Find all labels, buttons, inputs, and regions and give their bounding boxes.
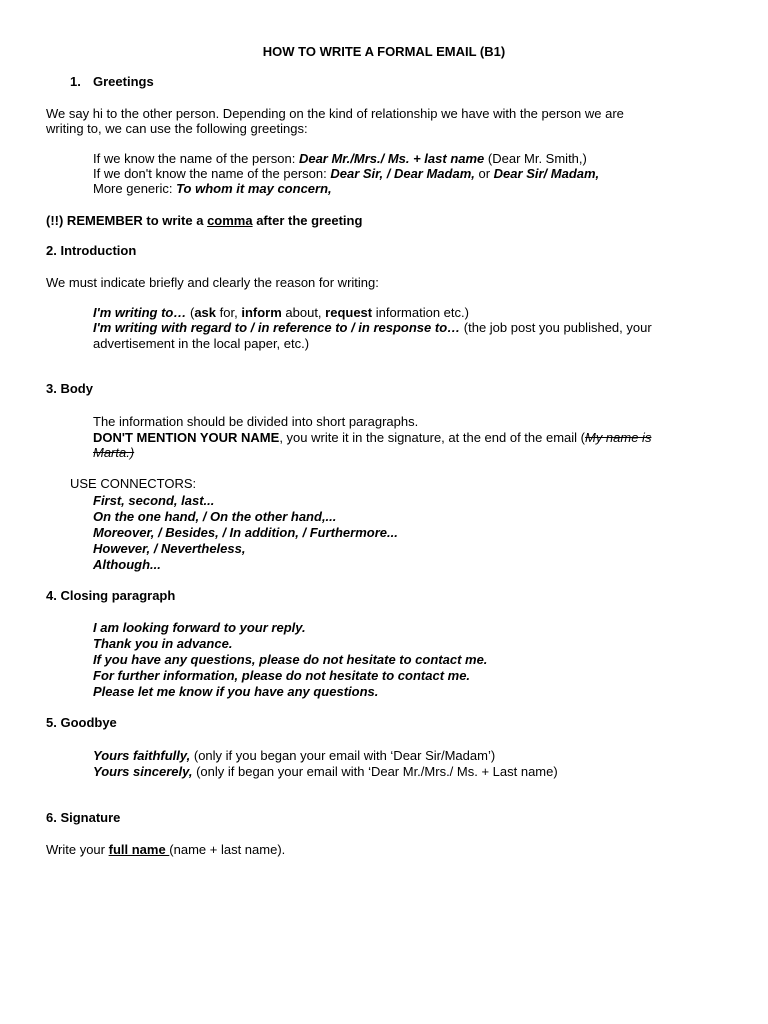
introduction-phrase2-formula: I'm writing with regard to / in reference to / in response to…: [93, 320, 461, 335]
body-heading: 3. Body: [46, 381, 93, 396]
body-dont-mention: [93, 430, 651, 446]
greeting-known-formula: Dear Mr./Mrs./ Ms. + last name: [298, 151, 485, 166]
greetings-intro-line1: We say hi to the other person. Depending on the kind of relationship we have with the person we are: [46, 106, 624, 121]
body-strike-line2: [93, 445, 134, 461]
goodbye-sincerely-note: (only if began your email with ‘Dear Mr./Mrs./ Ms. + Last name): [192, 764, 558, 779]
goodbye-faithfully-formula: Yours faithfully,: [93, 748, 191, 763]
goodbye-faithfully: [93, 748, 495, 764]
greeting-generic-formula: To whom it may concern,: [176, 181, 332, 196]
signature-heading: 6. Signature: [46, 810, 121, 825]
connector-item: Moreover, / Besides, / In addition, / Furthermore...: [93, 525, 398, 540]
remember-comma-word: comma: [207, 213, 253, 228]
closing-phrase: Thank you in advance.: [93, 636, 233, 651]
goodbye-sincerely-formula: Yours sincerely,: [93, 764, 193, 779]
greetings-number: 1.: [70, 74, 81, 89]
closing-heading: 4. Closing paragraph: [46, 588, 176, 603]
greeting-known-prefix: If we know the name of the person:: [93, 151, 299, 166]
signature-full-name: full name: [108, 842, 170, 857]
greeting-generic: [93, 181, 332, 197]
greeting-unknown-or: or: [474, 166, 494, 181]
closing-phrase: If you have any questions, please do not hesitate to contact me.: [93, 652, 488, 667]
introduction-phrase1-formula: I'm writing to…: [93, 305, 187, 320]
goodbye-heading: 5. Goodbye: [46, 715, 117, 730]
closing-phrase: I am looking forward to your reply.: [93, 620, 306, 635]
goodbye-sincerely: [93, 764, 558, 780]
connector-item: First, second, last...: [93, 493, 215, 508]
body-text: The information should be divided into short paragraphs.: [93, 414, 419, 429]
introduction-request: request: [325, 305, 373, 320]
remember-comma-note: [46, 213, 362, 229]
connector-item: Although...: [93, 557, 161, 572]
body-strike-example2: Marta.): [93, 445, 135, 460]
remember-prefix: (!!) REMEMBER to write a: [46, 213, 208, 228]
connector-item: However, / Nevertheless,: [93, 541, 246, 556]
remember-suffix: after the greeting: [252, 213, 363, 228]
introduction-text: We must indicate briefly and clearly the reason for writing:: [46, 275, 379, 290]
greetings-intro-line2: writing to, we can use the following greetings:: [46, 121, 308, 136]
greeting-generic-prefix: More generic:: [93, 181, 177, 196]
body-dont-mention-rest: , you write it in the signature, at the end of the email (: [279, 430, 585, 445]
introduction-inform: inform: [241, 305, 282, 320]
greetings-heading: Greetings: [93, 74, 154, 89]
greeting-unknown-prefix: If we don't know the name of the person:: [93, 166, 331, 181]
introduction-phrase2: [93, 320, 652, 336]
introduction-info-etc: information etc.): [372, 305, 469, 320]
closing-phrase: Please let me know if you have any questions.: [93, 684, 379, 699]
introduction-heading: 2. Introduction: [46, 243, 137, 258]
introduction-phrase1: [93, 305, 469, 321]
greeting-unknown-name: [93, 166, 599, 182]
greeting-known-name: [93, 151, 587, 167]
greeting-known-example: (Dear Mr. Smith,): [484, 151, 587, 166]
body-dont-mention-bold: DON'T MENTION YOUR NAME: [93, 430, 280, 445]
goodbye-faithfully-note: (only if you began your email with ‘Dear Sir/Madam’): [190, 748, 496, 763]
greeting-unknown-formula2: Dear Sir/ Madam,: [493, 166, 600, 181]
connectors-label: USE CONNECTORS:: [70, 476, 197, 491]
signature-suffix: (name + last name).: [169, 842, 286, 857]
body-strike-example1: My name is: [584, 430, 652, 445]
signature-text: [46, 842, 285, 858]
introduction-about: about,: [281, 305, 326, 320]
greeting-unknown-formula1: Dear Sir, / Dear Madam,: [330, 166, 475, 181]
connector-item: On the one hand, / On the other hand,...: [93, 509, 337, 524]
introduction-for: for,: [216, 305, 242, 320]
introduction-phrase2-example: (the job post you published, your: [460, 320, 652, 335]
closing-phrase: For further information, please do not hesitate to contact me.: [93, 668, 471, 683]
document-title: HOW TO WRITE A FORMAL EMAIL (B1): [262, 44, 506, 59]
introduction-ask: ask: [194, 305, 217, 320]
introduction-phrase2-cont: advertisement in the local paper, etc.): [93, 336, 310, 351]
signature-prefix: Write your: [46, 842, 109, 857]
introduction-paren-open: (: [186, 305, 195, 320]
